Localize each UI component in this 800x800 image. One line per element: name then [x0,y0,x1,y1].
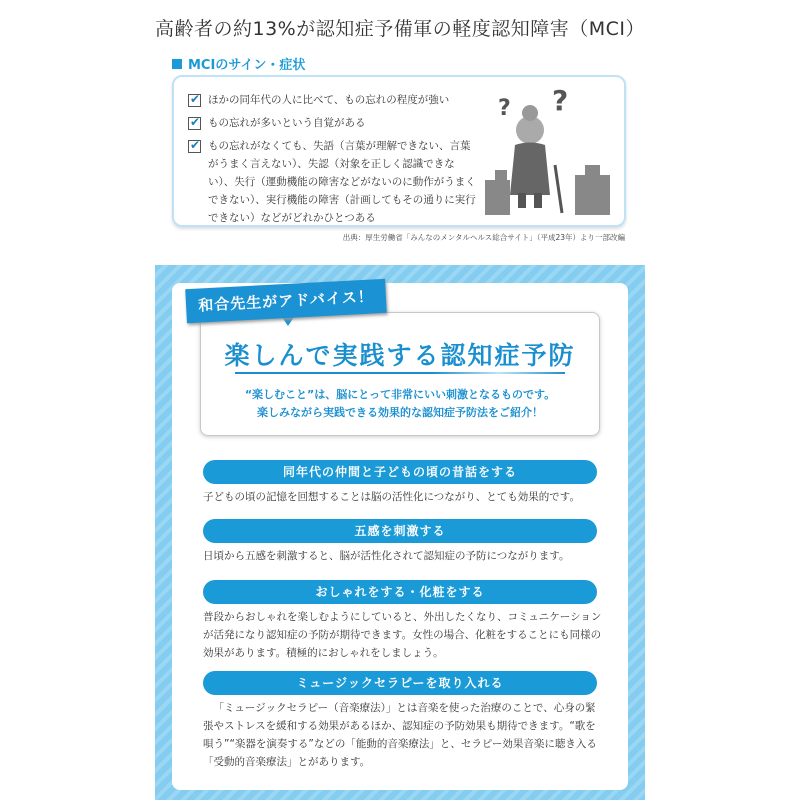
advice-tag: 和合先生がアドバイス！ [185,279,387,323]
page-title: 高齢者の約13%が認知症予備軍の軽度認知障害（MCI） [155,18,645,40]
checkbox-icon [188,117,201,130]
tip-text: 「ミュージックセラピー（音楽療法）」とは音楽を使った治療のことで、心身の緊張やストレスを緩和する効果があるほか、認知症の予防効果も期待できます。“歌を唄う”“楽器を演奏する”などの「能動的音楽療法」と、セラピー効果音楽に聴き入る「受動的音楽療法」とがあります。 [203,702,597,768]
checklist-item [188,114,488,132]
checkbox-icon [188,140,201,153]
confused-elderly-illustration [480,85,615,215]
checklist-item [188,91,488,109]
source-citation: 出典：厚生労働省「みんなのメンタルヘルス総合サイト」（平成23年）より一部改編 [342,233,625,242]
checklist-item [188,137,478,227]
headline: 楽しんで実践する認知症予防 [224,341,576,370]
checklist-text: もの忘れがなくても、失語（言葉が理解できない、言葉がうまく言えない）、失認（対象を正しく認識できない）、失行（運動機能の障害などがないのに動作がうまくできない）、実行機能の障害（計画してもその通りに実行できない）などがどれかひとつある [208,140,476,224]
tip-heading: おしゃれをする・化粧をする [203,580,597,604]
headline-sub-1: “楽しむこと”は、脳にとって非常にいい刺激となるものです。 [244,388,556,401]
svg-text:?: ? [552,85,569,117]
tip-text: 日頃から五感を刺激すると、脳が活性化されて認知症の予防につながります。 [203,550,570,562]
checkbox-icon [188,94,201,107]
section-heading [172,54,305,73]
tip-heading: 同年代の仲間と子どもの頃の昔話をする [203,460,597,484]
headline-sub-2: 楽しみながら実践できる効果的な認知症予防法をご紹介！ [257,406,543,419]
checklist-text: もの忘れが多いという自覚がある [208,117,366,129]
tip-heading: 五感を刺激する [203,519,597,543]
headline-underline [235,372,565,374]
section-label: MCIのサイン・症状 [188,58,306,73]
tip-text: 子どもの頃の記憶を回想することは脳の活性化につながり、とても効果的です。 [203,491,580,503]
svg-text:?: ? [498,96,511,121]
tip-text: 普段からおしゃれを楽しむようにしていると、外出したくなり、コミュニケーションが活発になり認知症の予防が期待できます。女性の場合、化粧をすることにも同様の効果があります。積極的におしゃれをしましょう。 [203,611,602,659]
tip-heading: ミュージックセラピーを取り入れる [203,671,597,695]
checklist-text: ほかの同年代の人に比べて、もの忘れの程度が強い [208,94,450,106]
square-icon [172,59,182,69]
